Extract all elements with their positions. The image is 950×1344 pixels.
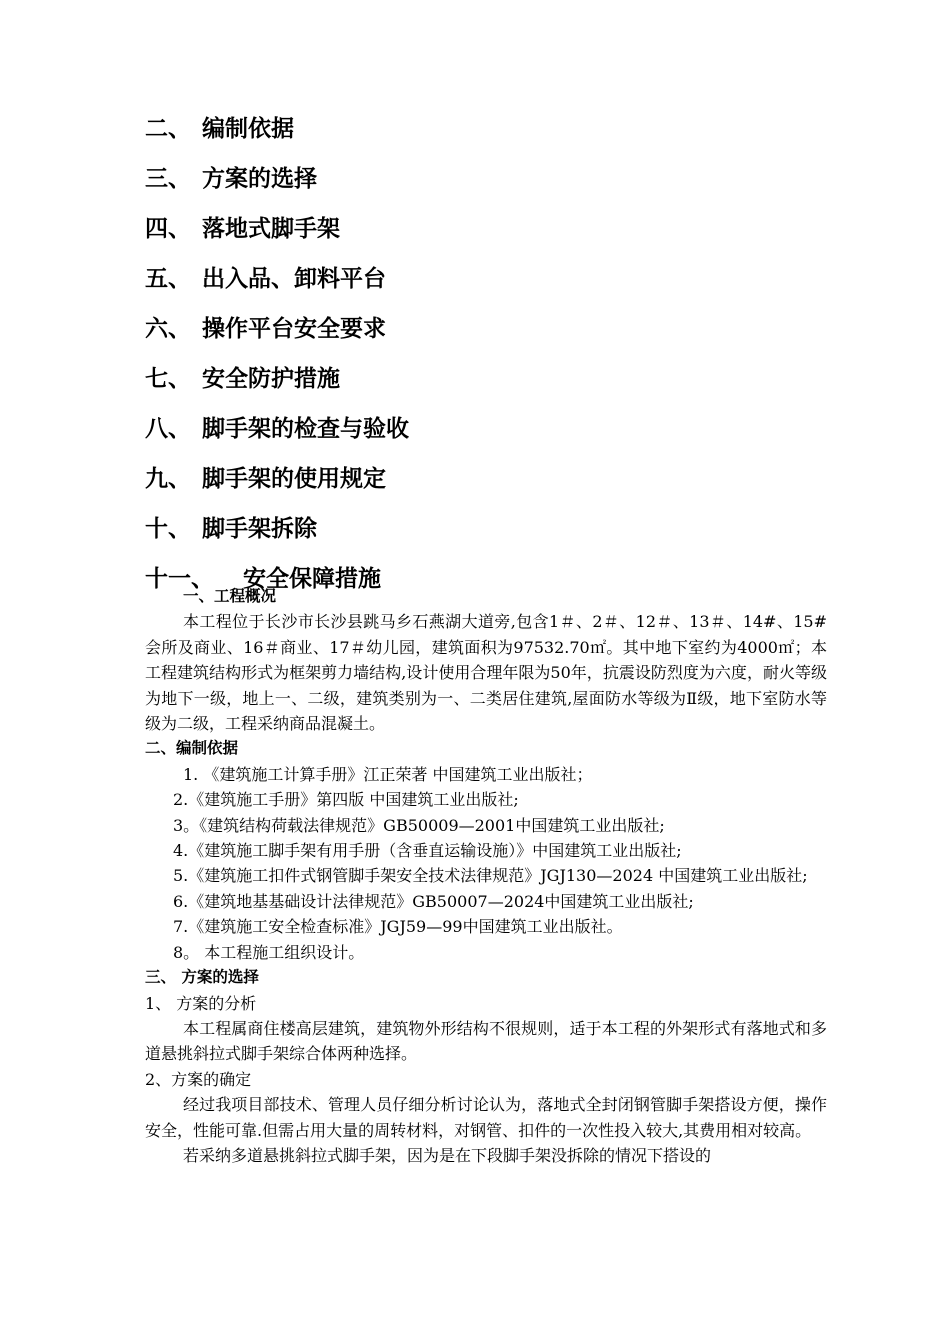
toc-title: 脚手架的使用规定 (202, 466, 386, 492)
decision-paragraph: 经过我项目部技术、管理人员仔细分析讨论认为，落地式全封闭钢管脚手架搭设方便，操作安全，性能可靠.但需占用大量的周转材料，对钢管、扣件的一次性投入较大,其费用相对较高。 (145, 1095, 827, 1140)
toc-item (145, 262, 409, 312)
toc-title: 脚手架的检查与验收 (202, 416, 409, 442)
toc-item (145, 512, 409, 562)
cantilever-paragraph: 若采纳多道悬挑斜拉式脚手架，因为是在下段脚手架没拆除的情况下搭设的 (183, 1145, 712, 1165)
toc-item (145, 112, 409, 162)
toc-title: 方案的选择 (202, 166, 317, 192)
toc-number: 十、 (145, 516, 191, 542)
reference-item: 8。 本工程施工组织设计。 (173, 942, 365, 962)
toc-number: 二、 (145, 116, 191, 142)
toc-item (145, 462, 409, 512)
toc-number: 十一、 (145, 566, 214, 592)
toc-title: 操作平台安全要求 (202, 316, 386, 342)
toc-number: 七、 (145, 366, 191, 392)
reference-item: 3。《建筑结构荷载法律规范》GB50009—2001中国建筑工业出版社; (173, 815, 665, 835)
reference-item: 6.《建筑地基基础设计法律规范》GB50007—2024中国建筑工业出版社; (173, 891, 694, 911)
toc-item (145, 312, 409, 362)
section-heading: 三、 方案的选择 (145, 968, 259, 987)
toc-number: 九、 (145, 466, 191, 492)
toc-number: 三、 (145, 166, 191, 192)
reference-item: 7.《建筑施工安全检查标准》JGJ59—99中国建筑工业出版社。 (173, 917, 623, 937)
project-overview-paragraph: 本工程位于长沙市长沙县跳马乡石燕湖大道旁,包含1＃、2＃、12＃、13＃、14#、15#会所及商业、16＃商业、17＃幼儿园，建筑面积为97532.70㎡。其中地下室约为4000㎡；本工程建筑结构形式为框架剪力墙结构,设计使用合理年限为50年，抗震设防烈度为六度，耐火等级为地下一级，地上一、二级，建筑类别为一、二类居住建筑,屋面防水等级为Ⅱ级，地下室防水等级为二级，工程采纳商品混凝土。 (145, 612, 827, 734)
toc-title: 编制依据 (202, 116, 294, 142)
toc-title: 落地式脚手架 (202, 216, 340, 242)
toc-item (145, 412, 409, 462)
toc-number: 四、 (145, 216, 191, 242)
toc-title: 安全保障措施 (243, 566, 381, 592)
toc-title: 脚手架拆除 (202, 516, 317, 542)
section-heading: 二、编制依据 (145, 739, 239, 758)
subsection-heading: 2、方案的确定 (145, 1069, 252, 1089)
toc-number: 六、 (145, 316, 191, 342)
toc-item (145, 212, 409, 262)
reference-item: 4.《建筑施工脚手架有用手册（含垂直运输设施）》中国建筑工业出版社; (173, 841, 682, 861)
document-body (145, 584, 827, 1168)
analysis-paragraph: 本工程属商住楼高层建筑，建筑物外形结构不很规则，适于本工程的外架形式有落地式和多道悬挑斜拉式脚手架综合体两种选择。 (145, 1018, 827, 1064)
toc-item (145, 162, 409, 212)
table-of-contents (145, 112, 409, 598)
subsection-heading: 1、 方案的分析 (145, 993, 257, 1013)
toc-number: 八、 (145, 416, 191, 442)
reference-item: 2.《建筑施工手册》第四版 中国建筑工业出版社; (173, 790, 519, 810)
toc-title: 出入品、卸料平台 (202, 266, 386, 292)
section-heading: 一、工程概况 (183, 587, 277, 605)
toc-number: 五、 (145, 266, 191, 292)
toc-item (145, 362, 409, 412)
reference-item: 5.《建筑施工扣件式钢管脚手架安全技术法律规范》JGJ130—2024 中国建筑工业出版社; (173, 866, 808, 886)
toc-title: 安全防护措施 (202, 366, 340, 392)
reference-item: 1. 《建筑施工计算手册》江正荣著 中国建筑工业出版社； (183, 764, 593, 784)
